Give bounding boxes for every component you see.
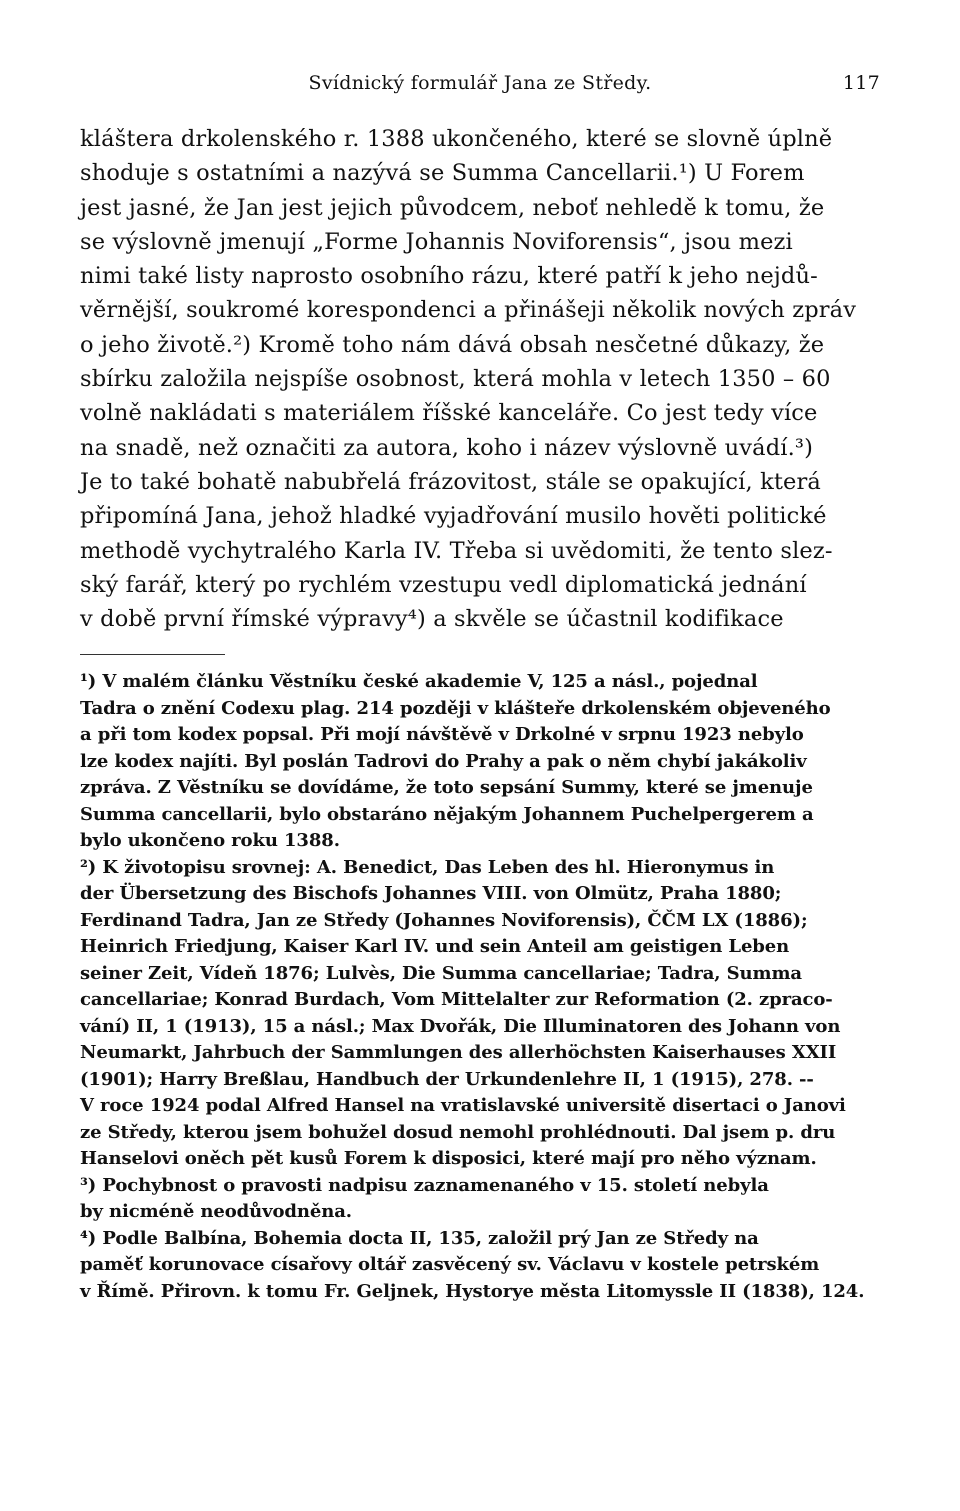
footnote-line: a při tom kodex popsal. Při mojí návštěvě v Drkolné v srpnu 1923 nebylo	[80, 724, 804, 746]
footnote-line: ³) Pochybnost o pravosti nadpisu zaznamenaného v 15. století nebyla	[80, 1174, 769, 1196]
footnote-line: vání) II, 1 (1913), 15 a násl.; Max Dvořák, Die Illuminatoren des Johann von	[80, 1015, 841, 1037]
footnote-line: ⁴) Podle Balbína, Bohemia docta II, 135, založil prý Jan ze Středy na	[80, 1227, 759, 1249]
footnote-line: Ferdinand Tadra, Jan ze Středy (Johannes Noviforensis), ČČM LX (1886);	[80, 909, 808, 931]
body-line: jest jasné, že Jan jest jejich původcem, neboť nehledě k tomu, že	[80, 194, 825, 221]
footnote-line: ze Středy, kterou jsem bohužel dosud nemohl prohlédnouti. Dal jsem p. dru	[80, 1121, 836, 1143]
footnote-line: Tadra o znění Codexu plag. 214 později v klášteře drkolenském objeveného	[80, 697, 831, 719]
page-number: 117	[842, 72, 880, 94]
footnote-line: ¹) V malém článku Věstníku české akademie V, 125 a násl., pojednal	[80, 671, 758, 693]
footnote-3	[80, 1173, 880, 1226]
footnote-line: Neumarkt, Jahrbuch der Sammlungen des allerhöchsten Kaiserhauses XXII	[80, 1042, 837, 1064]
footnote-line: seiner Zeit, Vídeň 1876; Lulvès, Die Summa cancellariae; Tadra, Summa	[80, 962, 802, 984]
body-text	[80, 122, 880, 636]
footnote-line: v Římě. Přirovn. k tomu Fr. Geljnek, Hystorye města Litomyssle II (1838), 124.	[80, 1280, 865, 1302]
book-page	[80, 72, 880, 1305]
running-title: Svídnický formulář Jana ze Středy.	[308, 72, 652, 94]
body-line: sbírku založila nejspíše osobnost, která mohla v letech 1350 – 60	[80, 366, 831, 393]
body-line: na snadě, než označiti za autora, koho i název výslovně uvádí.³)	[80, 434, 814, 461]
footnotes	[80, 669, 880, 1305]
body-line: Je to také bohatě nabubřelá frázovitost, stále se opakující, která	[80, 468, 821, 495]
footnote-line: Heinrich Friedjung, Kaiser Karl IV. und sein Anteil am geistigen Leben	[80, 936, 790, 958]
footnote-line: V roce 1924 podal Alfred Hansel na vratislavské universitě disertaci o Janovi	[80, 1095, 846, 1117]
body-line: ský farář, který po rychlém vzestupu vedl diplomatická jednání	[80, 571, 807, 598]
running-head	[80, 72, 880, 106]
body-line: o jeho životě.²) Kromě toho nám dává obsah nesčetné důkazy, že	[80, 331, 825, 358]
footnote-line: lze kodex najíti. Byl poslán Tadrovi do Prahy a pak o něm chybí jakákoliv	[80, 750, 807, 772]
footnote-line: by nicméně neodůvodněna.	[80, 1201, 352, 1223]
footnote-2	[80, 855, 880, 1173]
body-line: připomíná Jana, jehož hladké vyjadřování musilo hověti politické	[80, 503, 827, 530]
body-line: volně nakládati s materiálem říšské kanceláře. Co jest tedy více	[80, 400, 818, 427]
footnote-line: paměť korunovace císařovy oltář zasvěcený sv. Václavu v kostele petrském	[80, 1254, 820, 1276]
body-line: methodě vychytralého Karla IV. Třeba si uvědomiti, že tento slez-	[80, 537, 833, 564]
footnote-line: cancellariae; Konrad Burdach, Vom Mittelalter zur Reformation (2. zpraco-	[80, 989, 833, 1011]
footnote-line: Summa cancellarii, bylo obstaráno nějakým Johannem Puchelpergerem a	[80, 803, 814, 825]
footnote-line: ²) K životopisu srovnej: A. Benedict, Das Leben des hl. Hieronymus in	[80, 856, 775, 878]
footnote-line: zpráva. Z Věstníku se dovídáme, že toto sepsání Summy, které se jmenuje	[80, 777, 813, 799]
footnote-line: Hanselovi oněch pět kusů Forem k disposici, které mají pro něho význam.	[80, 1148, 817, 1170]
body-line: shoduje s ostatními a nazývá se Summa Cancellarii.¹) U Forem	[80, 160, 805, 187]
body-line: v době první římské výpravy⁴) a skvěle se účastnil kodifikace	[80, 606, 784, 633]
body-line: věrnější, soukromé korespondenci a přinášeji několik nových zpráv	[80, 297, 857, 324]
body-line: nimi také listy naprosto osobního rázu, které patří k jeho nejdů-	[80, 263, 818, 290]
body-line: se výslovně jmenují „Forme Johannis Noviforensis“, jsou mezi	[80, 228, 793, 255]
footnote-line: (1901); Harry Breßlau, Handbuch der Urkundenlehre II, 1 (1915), 278. --	[80, 1068, 814, 1090]
footnote-separator	[80, 654, 225, 655]
footnote-line: der Übersetzung des Bischofs Johannes VIII. von Olmütz, Praha 1880;	[80, 883, 782, 905]
footnote-1	[80, 669, 880, 855]
body-line: kláštera drkolenského r. 1388 ukončeného, které se slovně úplně	[80, 126, 833, 152]
footnote-4	[80, 1226, 880, 1306]
footnote-line: bylo ukončeno roku 1388.	[80, 830, 340, 852]
